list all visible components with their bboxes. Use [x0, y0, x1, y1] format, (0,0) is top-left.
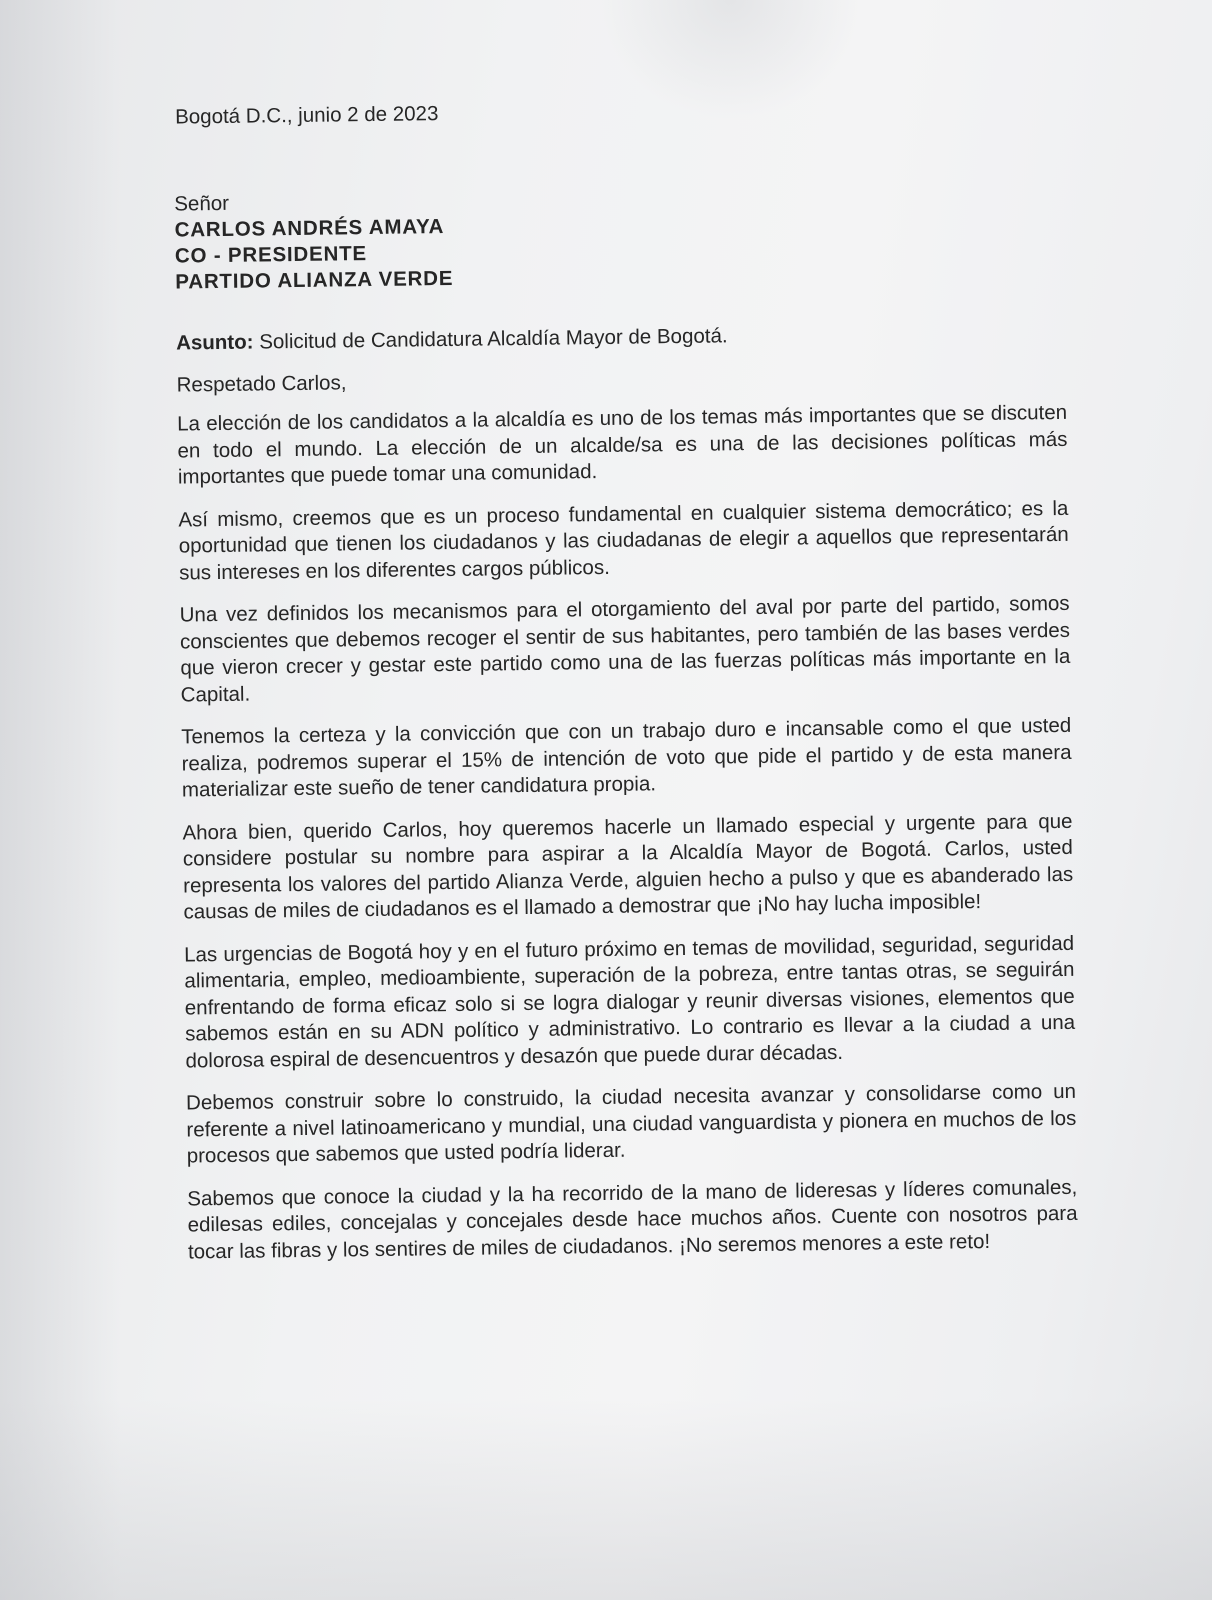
letter-paragraphs — [177, 400, 1078, 1282]
recipient-position: CO - PRESIDENTE — [174, 242, 368, 268]
greeting: Respetado Carlos, — [176, 371, 347, 397]
paragraph: Debemos construir sobre lo construido, la ciudad necesita avanzar y consolidarse como un referente a nivel latinoamericano y mundial, una ciudad vanguardista y pionera en muchos de los procesos que sabemos que usted podría liderar. — [185, 1079, 1077, 1168]
recipient-title: Señor — [174, 191, 230, 216]
subject-label: Asunto: — [175, 330, 254, 355]
paper-fold-shadow — [600, 0, 860, 120]
letter-body — [140, 94, 1080, 1263]
paragraph: Una vez definidos los mecanismos para el otorgamiento del aval por parte del partido, somos conscientes que debemos recoger el sentir de sus habitantes, pero también de las bases verdes que vieron crecer y gestar este partido como una de las fuerzas políticas más importante en la Capital. — [179, 591, 1071, 707]
paper-shadow-bottom — [0, 1400, 1212, 1600]
paragraph: Ahora bien, querido Carlos, hoy queremos hacerle un llamado especial y urgente para que considere postular su nombre para aspirar a la Alcaldía Mayor de Bogotá. Carlos, usted representa los valores del partido Alianza Verde, alguien hecho a pulso y que es abanderado las causas de miles de ciudadanos es el llamado a demostrar que ¡No hay lucha imposible! — [182, 809, 1074, 924]
recipient-organization: PARTIDO ALIANZA VERDE — [175, 266, 454, 294]
paragraph: Las urgencias de Bogotá hoy y en el futuro próximo en temas de movilidad, seguridad, seguridad alimentaria, empleo, medioambiente, superación de la pobreza, entre tantas otras, se seguirán enfrentando de forma eficaz solo si se logra dialogar y reunir diversas visiones, elementos que sabemos están en su ADN político y administrativo. Lo contrario es llevar a la ciudad a una dolorosa espiral de desencuentros y desazón que puede durar décadas. — [183, 931, 1076, 1072]
paper-shadow-left — [0, 0, 120, 1600]
recipient-block — [174, 188, 453, 296]
paragraph: La elección de los candidatos a la alcaldía es uno de los temas más importantes que se discuten en todo el mundo. La elección de un alcalde/sa es una de las decisiones políticas más importantes que puede tomar una comunidad. — [177, 400, 1068, 489]
subject-line — [176, 324, 728, 355]
paragraph: Así mismo, creemos que es un proceso fundamental en cualquier sistema democrático; es la oportunidad que tienen los ciudadanos y las ciudadanas de elegir a aquellos que representarán sus intereses en los diferentes cargos públicos. — [178, 496, 1069, 585]
subject-text: Solicitud de Candidatura Alcaldía Mayor de Bogotá. — [259, 324, 728, 354]
recipient-name: CARLOS ANDRÉS AMAYA — [174, 215, 445, 242]
paragraph: Sabemos que conoce la ciudad y la ha recorrido de la mano de lideresas y líderes comunales, edilesas ediles, concejalas y concejales desde hace muchos años. Cuente con nosotros para tocar las fibras y los sentires de miles de ciudadanos. ¡No seremos menores a este reto! — [187, 1175, 1078, 1263]
letter-date: Bogotá D.C., junio 2 de 2023 — [174, 102, 439, 129]
paragraph: Tenemos la certeza y la convicción que con un trabajo duro e incansable como el que usted realiza, podremos superar el 15% de intención de voto que pide el partido y de esta manera materializar este sueño de tener candidatura propia. — [181, 713, 1072, 802]
